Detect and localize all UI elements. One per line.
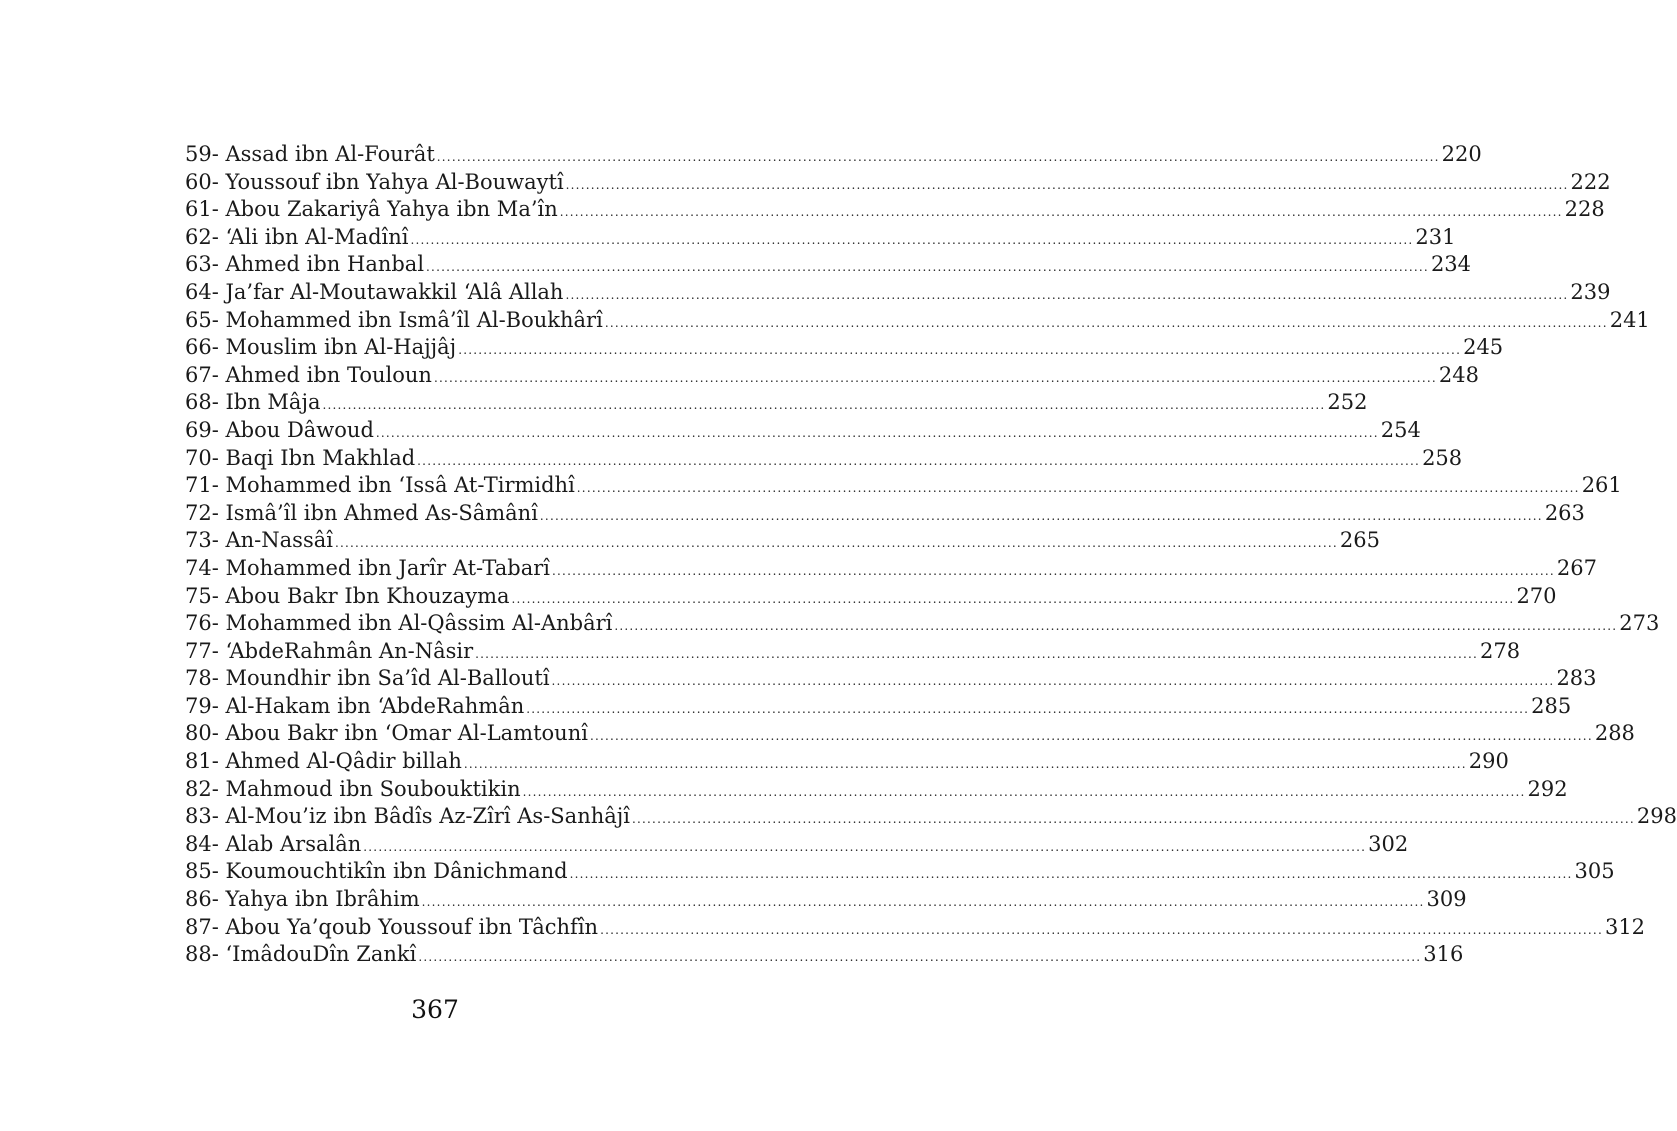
toc-entry-page: 241 <box>1609 307 1650 332</box>
dot-leader: ........................................................................................................................................................................................................ <box>418 950 1422 965</box>
dot-leader: ........................................................................................................................................................................................................ <box>632 812 1635 827</box>
toc-entry-page: 288 <box>1594 721 1635 746</box>
toc-entry <box>185 526 1380 554</box>
toc-entry-title: 72- Ismâ’îl ibn Ahmed As-Sâmânî <box>185 500 538 525</box>
dot-leader: ........................................................................................................................................................................................................ <box>421 895 1425 910</box>
toc-entry <box>185 168 1611 196</box>
toc-entry-page: 265 <box>1339 528 1380 553</box>
toc-entry-title: 75- Abou Bakr Ibn Khouzayma <box>185 583 510 608</box>
toc-entry-title: 59- Assad ibn Al-Fourât <box>185 142 435 166</box>
toc-entry-title: 64- Ja’far Al-Moutawakkil ‘Alâ Allah <box>185 279 564 304</box>
toc-entry-title: 60- Youssouf ibn Yahya Al-Bouwaytî <box>185 169 564 194</box>
dot-leader: ........................................................................................................................................................................................................ <box>576 481 1580 496</box>
toc-entry-title: 76- Mohammed ibn Al-Qâssim Al-Anbârî <box>185 611 613 636</box>
dot-leader: ........................................................................................................................................................................................................ <box>363 839 1367 854</box>
toc-entry <box>185 388 1368 416</box>
toc-entry-title: 71- Mohammed ibn ‘Issâ At-Tirmidhî <box>185 473 575 498</box>
toc-entry <box>185 857 1615 885</box>
toc-entry-page: 263 <box>1544 500 1585 525</box>
toc-entry-page: 312 <box>1604 914 1646 939</box>
toc-entry-page: 248 <box>1438 362 1479 387</box>
toc-entry-title: 80- Abou Bakr ibn ‘Omar Al-Lamtounî <box>185 721 588 746</box>
toc-entry <box>185 775 1568 803</box>
toc-entry <box>185 885 1467 913</box>
toc-entry-page: 298 <box>1636 804 1677 829</box>
dot-leader: ........................................................................................................................................................................................................ <box>463 757 1467 772</box>
toc-entry-title: 86- Yahya ibn Ibrâhim <box>185 887 420 912</box>
toc-entry-title: 65- Mohammed ibn Ismâ’îl Al-Boukhârî <box>185 307 603 332</box>
toc-entry <box>185 802 1677 830</box>
toc-entry-title: 79- Al-Hakam ibn ‘AbdeRahmân <box>185 693 525 718</box>
toc-entry-title: 73- An-Nassâî <box>185 528 333 553</box>
toc-entry-page: 245 <box>1463 335 1504 360</box>
dot-leader: ........................................................................................................................................................................................................ <box>334 536 1338 551</box>
toc-entry-page: 222 <box>1570 169 1611 194</box>
toc-entry <box>185 609 1660 637</box>
dot-leader: ........................................................................................................................................................................................................ <box>410 232 1414 247</box>
toc-entry-title: 68- Ibn Mâja <box>185 390 321 415</box>
toc-entry <box>185 333 1504 361</box>
toc-entry-page: 252 <box>1327 390 1368 415</box>
dot-leader: ........................................................................................................................................................................................................ <box>417 453 1421 468</box>
toc-entry-page: 290 <box>1468 749 1509 774</box>
dot-leader: ........................................................................................................................................................................................................ <box>614 619 1618 634</box>
dot-leader: ........................................................................................................................................................................................................ <box>600 922 1603 937</box>
dot-leader: ........................................................................................................................................................................................................ <box>604 315 1608 330</box>
toc-entry-title: 74- Mohammed ibn Jarîr At-Tabarî <box>185 555 551 580</box>
toc-entry <box>185 747 1509 775</box>
toc-entry <box>185 471 1622 499</box>
toc-entry-title: 83- Al-Mou’iz ibn Bâdîs Az-Zîrî As-Sanhâjî <box>185 804 630 829</box>
toc-entry <box>185 140 1482 168</box>
dot-leader: ........................................................................................................................................................................................................ <box>539 508 1543 523</box>
toc-entry <box>185 940 1464 968</box>
toc-entry <box>185 664 1597 692</box>
toc-entry-page: 258 <box>1422 445 1463 470</box>
toc-entry-title: 78- Moundhir ibn Sa’îd Al-Balloutî <box>185 666 550 691</box>
toc-entry-title: 82- Mahmoud ibn Soubouktikin <box>185 776 521 801</box>
dot-leader: ........................................................................................................................................................................................................ <box>552 563 1555 578</box>
toc-entry-page: 220 <box>1441 142 1482 166</box>
dot-leader: ........................................................................................................................................................................................................ <box>511 591 1515 606</box>
toc-entry-title: 66- Mouslim ibn Al-Hajjâj <box>185 335 457 360</box>
dot-leader: ........................................................................................................................................................................................................ <box>375 425 1379 440</box>
toc-entry-title: 70- Baqi Ibn Makhlad <box>185 445 416 470</box>
dot-leader: ........................................................................................................................................................................................................ <box>551 674 1555 689</box>
toc-entry-title: 69- Abou Dâwoud <box>185 417 374 442</box>
dot-leader: ........................................................................................................................................................................................................ <box>322 398 1326 413</box>
toc-entry-page: 278 <box>1480 638 1521 663</box>
toc-entry-page: 234 <box>1430 252 1472 277</box>
dot-leader: ........................................................................................................................................................................................................ <box>559 205 1563 220</box>
toc-entry <box>185 830 1409 858</box>
toc-entry-title: 62- ‘Ali ibn Al-Madînî <box>185 224 409 249</box>
toc-entry-page: 239 <box>1570 279 1611 304</box>
toc-entry <box>185 913 1646 941</box>
toc-entry <box>185 223 1456 251</box>
toc-entry-title: 88- ‘ImâdouDîn Zankî <box>185 942 417 967</box>
toc-entry-title: 67- Ahmed ibn Touloun <box>185 362 432 387</box>
toc-entry <box>185 719 1635 747</box>
toc-entry <box>185 582 1557 610</box>
dot-leader: ........................................................................................................................................................................................................ <box>565 177 1569 192</box>
toc-entry-page: 273 <box>1619 611 1660 636</box>
dot-leader: ........................................................................................................................................................................................................ <box>522 784 1526 799</box>
toc-entry <box>185 416 1421 444</box>
toc-entry-page: 270 <box>1516 583 1557 608</box>
toc-entry-page: 309 <box>1426 887 1467 912</box>
toc-entry <box>185 637 1521 665</box>
toc-entry <box>185 554 1598 582</box>
toc-entry-page: 267 <box>1556 555 1598 580</box>
toc-entry <box>185 444 1463 472</box>
table-of-contents <box>185 140 1677 968</box>
toc-entry <box>185 499 1585 527</box>
toc-entry-page: 302 <box>1368 831 1409 856</box>
toc-entry-title: 84- Alab Arsalân <box>185 831 362 856</box>
toc-entry-page: 305 <box>1574 859 1615 884</box>
toc-entry <box>185 692 1572 720</box>
toc-entry-title: 81- Ahmed Al-Qâdir billah <box>185 749 462 774</box>
toc-entry <box>185 306 1650 334</box>
toc-entry-page: 292 <box>1527 776 1568 801</box>
toc-entry-page: 228 <box>1564 197 1605 222</box>
dot-leader: ........................................................................................................................................................................................................ <box>475 646 1479 661</box>
dot-leader: ........................................................................................................................................................................................................ <box>426 260 1429 275</box>
toc-entry <box>185 195 1605 223</box>
toc-entry <box>185 250 1472 278</box>
toc-entry-title: 87- Abou Ya’qoub Youssouf ibn Tâchfîn <box>185 914 599 939</box>
toc-entry <box>185 361 1479 389</box>
toc-entry <box>185 278 1611 306</box>
toc-entry-page: 261 <box>1581 473 1622 498</box>
dot-leader: ........................................................................................................................................................................................................ <box>436 150 1440 164</box>
toc-entry-title: 77- ‘AbdeRahmân An-Nâsir <box>185 638 474 663</box>
toc-entry-title: 61- Abou Zakariyâ Yahya ibn Ma’în <box>185 197 558 222</box>
toc-entry-page: 285 <box>1531 693 1572 718</box>
dot-leader: ........................................................................................................................................................................................................ <box>565 287 1569 302</box>
dot-leader: ........................................................................................................................................................................................................ <box>589 729 1593 744</box>
toc-entry-page: 254 <box>1380 417 1421 442</box>
toc-entry-title: 85- Koumouchtikîn ibn Dânichmand <box>185 859 568 884</box>
toc-entry-page: 283 <box>1556 666 1597 691</box>
dot-leader: ........................................................................................................................................................................................................ <box>569 867 1573 882</box>
toc-entry-page: 231 <box>1415 224 1456 249</box>
page-number: 367 <box>411 995 459 1024</box>
dot-leader: ........................................................................................................................................................................................................ <box>526 701 1530 716</box>
dot-leader: ........................................................................................................................................................................................................ <box>458 343 1462 358</box>
dot-leader: ........................................................................................................................................................................................................ <box>433 370 1437 385</box>
toc-entry-title: 63- Ahmed ibn Hanbal <box>185 252 425 277</box>
toc-entry-page: 316 <box>1423 942 1464 967</box>
